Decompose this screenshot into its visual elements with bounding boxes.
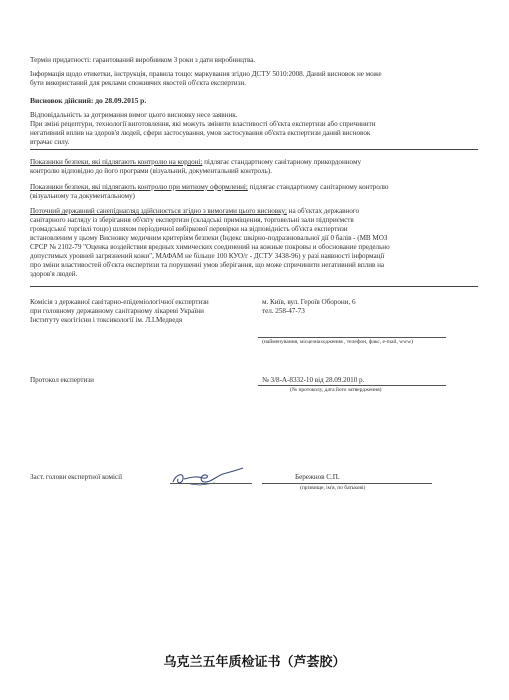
supervision-line-5: СРСР № 2102-79 "Оценка воздействия вредных химических соединений на кожные покровы и обоснование предельно	[30, 243, 390, 251]
label-info-line-2: бути використаний для реклами споживчих якостей об'єкта експертизи.	[30, 79, 246, 87]
supervision-line-2: санітарного нагляду із зберігання об'єкту експертизи (складські приміщення, торговельні зали підприємств	[30, 216, 354, 224]
validity-statement: Висновок дійсний: до 28.09.2015 р.	[30, 96, 147, 105]
supervision-line-7: про зміни властивостей об'єкта експертизи та порушенні умов зберігання, що може спричинити негативний вплив на	[30, 261, 385, 269]
customs-control-line-2: (візуальному та документальному)	[30, 192, 135, 200]
customs-control-label: Показники безпеки, які підлягають контролю при митному оформленні;	[30, 183, 248, 191]
deputy-name: Бережнов С.П.	[295, 473, 340, 481]
shelf-life-label: Термін придатності:	[30, 56, 92, 64]
label-info-line-1: Інформація щодо етикетки, інструкція, правила тощо: маркування згідно ДСТУ 5010:2008. Даний висновок не може	[30, 70, 382, 78]
border-control-line-2: контролю відповідно до його програми (візуальний, документальний контроль).	[30, 167, 272, 175]
supervision-text: на об'єктах державного	[288, 207, 360, 215]
protocol-label: Протокол експертизи	[30, 376, 94, 384]
protocol-caption: (№ протоколу, дата його затвердження)	[290, 387, 382, 393]
protocol-number: № 3/8-А-8332-10 від 28.09.2010 р.	[262, 376, 365, 384]
shelf-life	[30, 56, 255, 65]
change-clause-line-3: втрачає силу.	[30, 138, 70, 146]
name-caption: (прізвище, ім'я, по батькові)	[300, 485, 366, 491]
supervision	[30, 207, 359, 216]
address-underline	[258, 337, 446, 338]
change-clause-line-2: негативний вплив на здоров'я людей, сфери застосування, умов застосування об'єкта експертизи даний висновок	[30, 129, 371, 137]
address-caption: (найменування, місцезнаходження , телефон, факс, e-mail, www)	[262, 339, 413, 345]
name-underline	[262, 483, 432, 484]
shelf-life-text: гарантований виробником 3 роки з дати виробництва.	[92, 56, 256, 64]
commission-line-3: Інституту екогігієни і токсикології ім. Л.І.Медведя	[30, 316, 183, 324]
image-caption: 乌克兰五年质检证书（芦荟胶）	[163, 655, 346, 670]
commission-address: м. Київ, вул. Героїв Оборони, 6	[262, 298, 356, 306]
section-divider	[30, 149, 478, 150]
customs-control	[30, 183, 389, 192]
protocol-underline	[258, 385, 446, 386]
section-divider-2	[30, 286, 478, 287]
supervision-line-3: громадської торгівлі тощо) шляхом періодичної вибіркової перевірки на відповідність об'єкта експертизи	[30, 225, 348, 233]
commission-line-2: при головному державному санітарному лікареві України	[30, 307, 204, 315]
border-control-text: підлягає стандартному санітарному прикордонному	[204, 158, 361, 166]
commission-line-1: Комісія з державної санітарно-епідеміологічної експертизи	[30, 298, 209, 306]
signature-image	[170, 462, 245, 490]
supervision-line-6: допустимых уровней загрязнений кожи", МАФАМ не більше 100 КУО/г - ДСТУ 3438-96) у разі наявності інформації	[30, 252, 385, 260]
border-control	[30, 158, 361, 167]
supervision-line-4: встановленим у цьому Висновку медичним критеріям безпеки (Індекс шкірно-подразнювальної дії 0 балів - (МВ МОЗ	[30, 234, 388, 242]
supervision-label: Поточний державний санепіднагляд здійснюється згідно з вимогами цього висновку;	[30, 207, 287, 215]
responsibility-note: Відповідальність за дотримання вимог цього висновку несе заявник.	[30, 111, 238, 119]
commission-phone: тел. 258-47-73	[262, 307, 305, 315]
signature-underline	[170, 483, 252, 484]
border-control-label: Показники безпеки, які підлягають контролю на кордоні;	[30, 158, 203, 166]
deputy-label: Заст. голови експертної комісії	[30, 473, 123, 481]
change-clause-line-1: При зміні рецептури, технології виготовлення, які можуть змінити властивості об'єкта експертизи або спричинити	[30, 120, 376, 128]
supervision-line-8: здоров'я людей.	[30, 270, 78, 278]
customs-control-text: підлягає стандартному санітарному контролю	[249, 183, 389, 191]
